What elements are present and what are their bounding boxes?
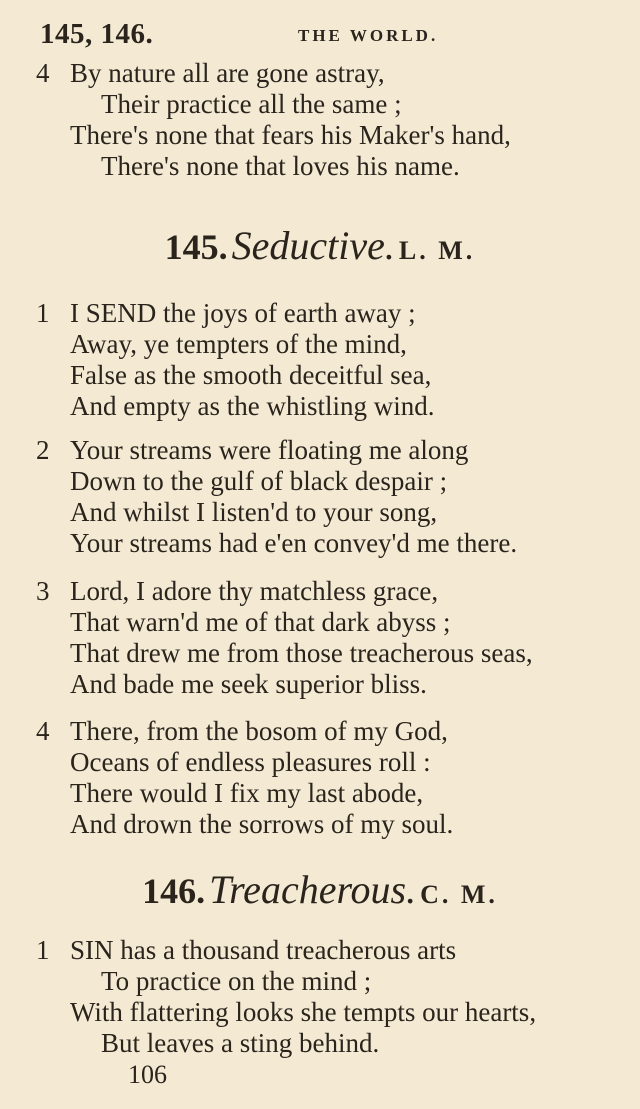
verse-line: By nature all are gone astray,	[70, 58, 385, 88]
verse-line: Your streams were floating me along	[70, 435, 469, 465]
verse-line: There, from the bosom of my God,	[70, 716, 448, 746]
hymn-145-title	[0, 222, 640, 269]
hymn-number: 145.	[164, 227, 228, 267]
verse-line: To practice on the mind ;	[101, 966, 372, 996]
stanza-number: 1	[36, 298, 50, 328]
verse-line: Oceans of endless pleasures roll :	[70, 747, 431, 777]
running-title: THE WORLD.	[298, 26, 439, 45]
stanza-number: 4	[36, 58, 50, 88]
verse-line: That warn'd me of that dark abyss ;	[70, 607, 451, 637]
verse-line: There's none that loves his name.	[101, 151, 460, 181]
hymn-meter: C. M.	[420, 880, 498, 909]
verse-line: And bade me seek superior bliss.	[70, 669, 427, 699]
stanza-number: 1	[36, 935, 50, 965]
verse-line: Away, ye tempters of the mind,	[70, 329, 407, 359]
verse-line: But leaves a sting behind.	[101, 1028, 380, 1058]
verse-line: And drown the sorrows of my soul.	[70, 809, 454, 839]
stanza-number: 3	[36, 576, 50, 606]
hymn-146-title	[0, 866, 640, 913]
verse-line: Down to the gulf of black despair ;	[70, 466, 448, 496]
verse-line: And whilst I listen'd to your song,	[70, 497, 438, 527]
hymn-name: Treacherous.	[209, 867, 417, 912]
verse-line: Your streams had e'en convey'd me there.	[70, 528, 518, 558]
running-header	[40, 18, 600, 50]
verse-line: That drew me from those treacherous seas,	[70, 638, 533, 668]
hymn-meter: L. M.	[398, 236, 476, 265]
hymn-name: Seductive.	[231, 223, 395, 268]
verse-line: Their practice all the same ;	[101, 89, 402, 119]
header-hymn-numbers: 145, 146.	[40, 18, 154, 50]
stanza-number: 4	[36, 716, 50, 746]
verse-line: Lord, I adore thy matchless grace,	[70, 576, 439, 606]
verse-line: There's none that fears his Maker's hand,	[70, 120, 511, 150]
verse-line: With flattering looks she tempts our hearts,	[70, 997, 537, 1027]
verse-line: I SEND the joys of earth away ;	[70, 298, 416, 328]
hymn-number: 146.	[142, 871, 206, 911]
verse-line: And empty as the whistling wind.	[70, 391, 435, 421]
verse-line: SIN has a thousand treacherous arts	[70, 935, 457, 965]
verse-line: There would I fix my last abode,	[70, 778, 424, 808]
verse-line: False as the smooth deceitful sea,	[70, 360, 432, 390]
page-number: 106	[128, 1060, 167, 1089]
stanza-number: 2	[36, 435, 50, 465]
